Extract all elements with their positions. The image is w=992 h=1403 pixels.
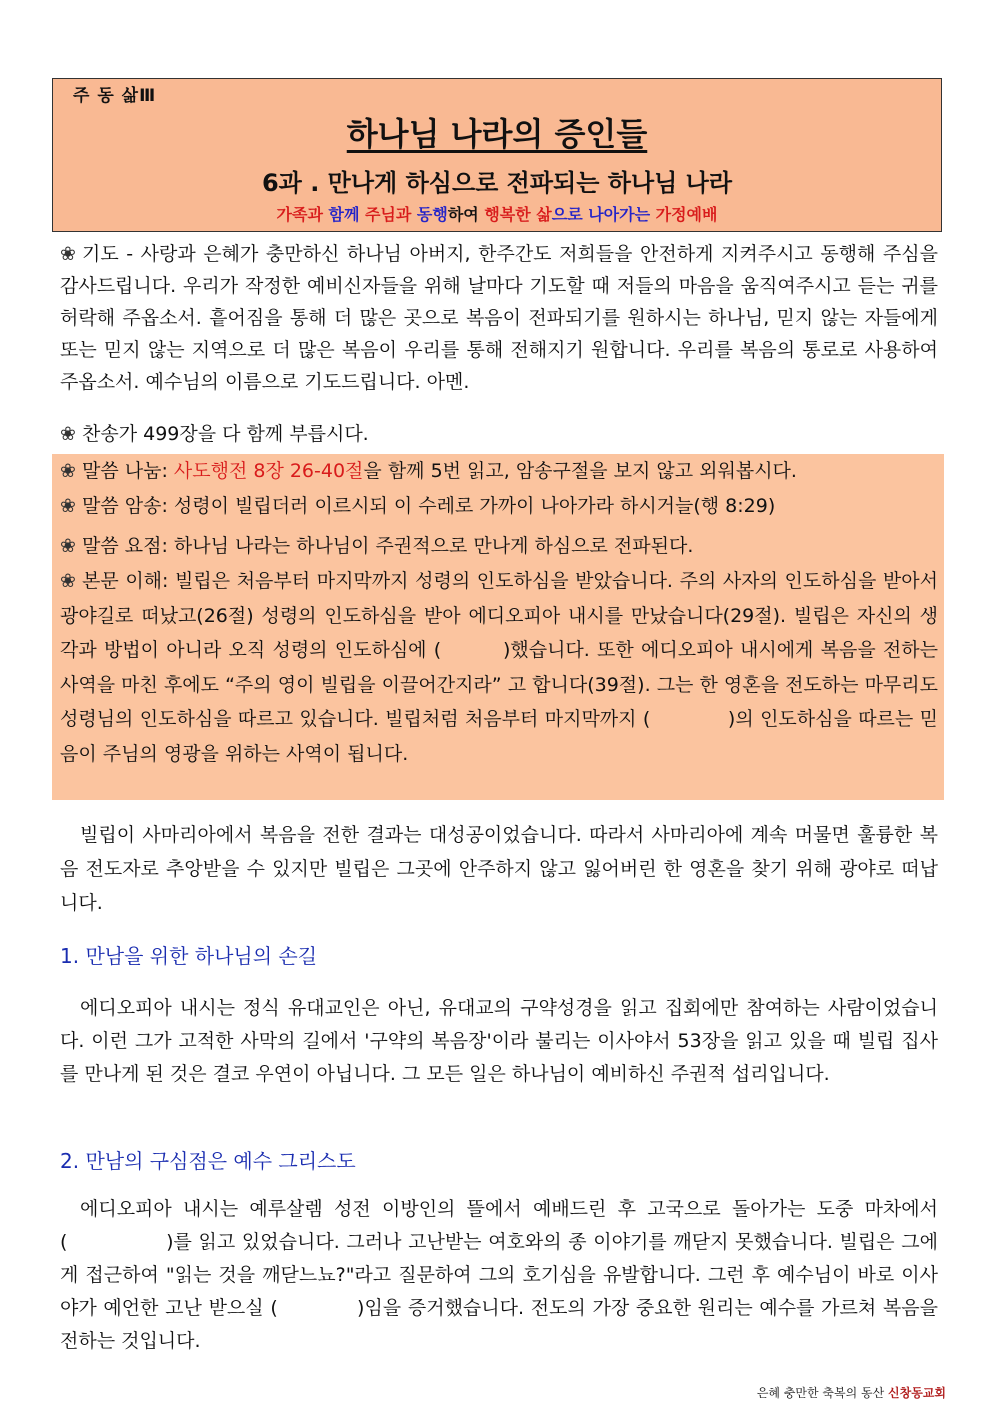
motto-part: 으로 나아가는 (551, 205, 656, 224)
page-title: 하나님 나라의 증인들 (346, 115, 648, 153)
word-share-suffix: 을 함께 5번 읽고, 암송구절을 보지 않고 외워봅시다. (363, 460, 797, 482)
motto-part: 하여 (447, 205, 485, 224)
scripture-reference: 사도행전 8장 26-40절 (173, 460, 364, 482)
understanding-text: 본문 이해: 빌립은 처음부터 마지막까지 성령의 인도하심을 받았습니다. 주의 사자의 인도하심을 받아서 광야길로 떠났고(26절) 성령의 인도하심을 받아 에디오피아 내시를 만났습니다(29절). 빌립은 자신의 생각과 방법이 아니라 오직 성령의 인도하심에 ( )했습니다. 또한 에디오피아 내시에게 복음을 전하는 사역을 마친 후에도 “주의 영이 빌립을 이끌어간지라” 고 합니다(39절). 그는 한 영혼을 전도하는 마무리도 성령님의 인도하심을 따르고 있습니다. 빌립처럼 처음부터 마지막까지 ( )의 인도하심을 따르는 믿음이 주님의 영광을 위하는 사역이 됩니다. (60, 570, 938, 765)
section-1-heading: 1. 만남을 위한 하나님의 손길 (60, 944, 318, 968)
church-name: 신창동교회 (888, 1386, 946, 1400)
understanding-paragraph (60, 564, 938, 771)
motto-part: 가족과 (276, 205, 329, 224)
summary-text: 말씀 요점: 하나님 나라는 하나님이 주권적으로 만나게 하심으로 전파된다. (82, 535, 694, 557)
flower-icon: ❀ (60, 423, 76, 445)
memory-verse-line (60, 490, 938, 522)
hymn-line (60, 418, 938, 450)
flower-icon: ❀ (60, 243, 76, 265)
word-share-prefix: 말씀 나눔: (82, 460, 174, 482)
motto-part: 주님과 (364, 205, 417, 224)
motto-part: 가정예배 (655, 205, 718, 224)
flower-icon: ❀ (60, 570, 76, 592)
hymn-text: 찬송가 499장을 다 함께 부릅시다. (82, 423, 369, 445)
motto-part: 동행 (416, 205, 448, 224)
flower-icon: ❀ (60, 460, 76, 482)
section-1-body: 에디오피아 내시는 정식 유대교인은 아닌, 유대교의 구약성경을 읽고 집회에만 참여하는 사람이었습니다. 이런 그가 고적한 사막의 길에서 '구약의 복음장'이라 불리는 이사야서 53장을 읽고 있을 때 빌립 집사를 만나게 된 것은 결코 우연이 아닙니다. 그 모든 일은 하나님이 예비하신 주권적 섭리입니다. (60, 997, 938, 1085)
footer (757, 1384, 946, 1401)
section-2-body: 에디오피아 내시는 예루살렘 성전 이방인의 뜰에서 예배드린 후 고국으로 돌아가는 도중 마차에서 ( )를 읽고 있었습니다. 그러나 고난받는 여호와의 종 이야기를 깨닫지 못했습니다. 빌립은 그에게 접근하여 "읽는 것을 깨닫느뇨?"라고 질문하여 그의 호기심을 유발합니다. 그런 후 예수님이 바로 이사야가 예언한 고난 받으실 ( )임을 증거했습니다. 전도의 가장 중요한 원리는 예수를 가르쳐 복음을 전하는 것입니다. (60, 1198, 938, 1352)
footer-text: 은혜 충만한 축복의 동산 (756, 1386, 889, 1400)
series-label: 주 동 삶Ⅲ (73, 86, 157, 106)
motto-part: 행복한 삶 (484, 205, 552, 224)
memory-verse-text: 말씀 암송: 성령이 빌립더러 이르시되 이 수레로 가까이 나아가라 하시거늘(행 8:29) (82, 495, 776, 517)
flower-icon: ❀ (60, 495, 76, 517)
motto-part: 함께 (328, 205, 365, 224)
word-share-line (60, 455, 938, 487)
section-2-heading: 2. 만남의 구심점은 예수 그리스도 (60, 1149, 356, 1173)
prayer-paragraph (60, 238, 938, 398)
summary-line (60, 530, 938, 562)
prayer-text: 기도 - 사랑과 은혜가 충만하신 하나님 아버지, 한주간도 저희들을 안전하게 지켜주시고 동행해 주심을 감사드립니다. 우리가 작정한 예비신자들을 위해 날마다 기도할 때 저들의 마음을 움직여주시고 듣는 귀를 허락해 주옵소서. 흩어짐을 통해 더 많은 곳으로 복음이 전파되기를 원하시는 하나님, 믿지 않는 자들에게 또는 믿지 않는 지역으로 더 많은 복음이 우리를 통해 전해지기 원합니다. 우리를 복음의 통로로 사용하여 주옵소서. 예수님의 이름으로 기도드립니다. 아멘. (60, 243, 938, 393)
flower-icon: ❀ (60, 535, 76, 557)
header-box (52, 78, 942, 232)
motto (53, 202, 941, 225)
lesson-title: 6과 . 만나게 하심으로 전파되는 하나님 나라 (261, 169, 733, 197)
intro-paragraph: 빌립이 사마리아에서 복음을 전한 결과는 대성공이었습니다. 따라서 사마리아에 계속 머물면 훌륭한 복음 전도자로 추앙받을 수 있지만 빌립은 그곳에 안주하지 않고 잃어버린 한 영혼을 찾기 위해 광야로 떠납니다. (60, 824, 938, 914)
